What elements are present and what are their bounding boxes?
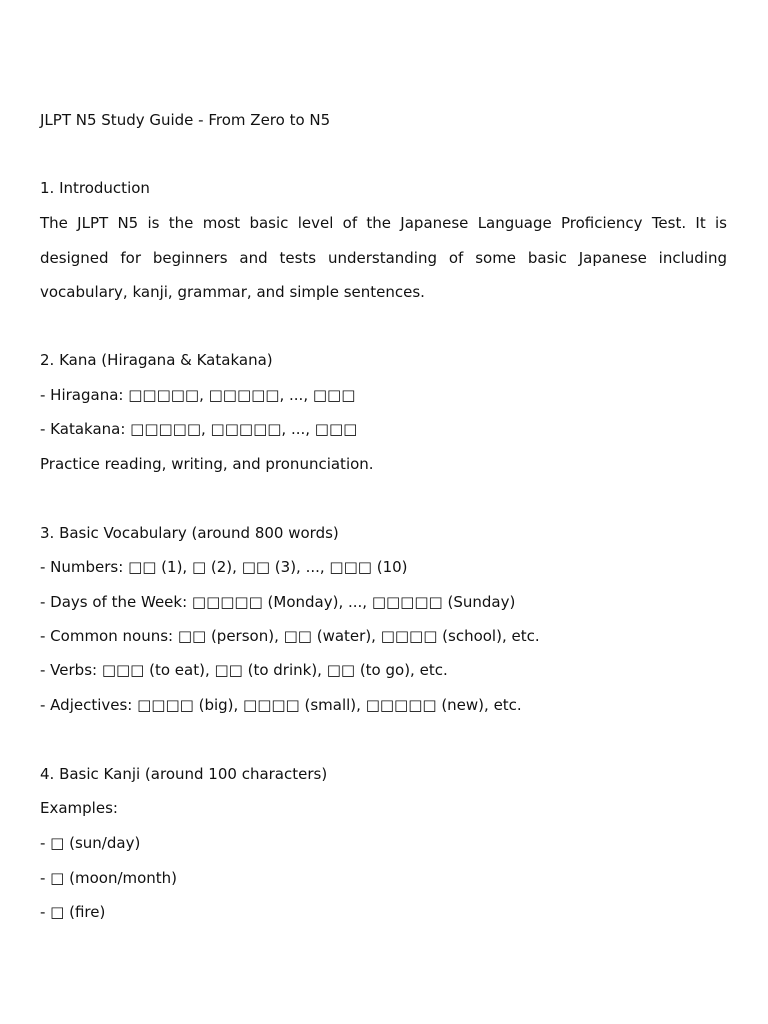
- list-item-kanji-sun: - □ (sun/day): [40, 834, 141, 852]
- document-title: JLPT N5 Study Guide - From Zero to N5: [40, 111, 331, 129]
- section-heading-kanji: 4. Basic Kanji (around 100 characters): [40, 765, 328, 783]
- list-item-numbers: - Numbers: □□ (1), □ (2), □□ (3), ..., □□□ (10): [40, 558, 408, 576]
- list-item-days-of-week: - Days of the Week: □□□□□ (Monday), ..., □□□□□ (Sunday): [40, 593, 516, 611]
- list-item-kanji-moon: - □ (moon/month): [40, 869, 178, 887]
- section-heading-vocabulary: 3. Basic Vocabulary (around 800 words): [40, 524, 339, 542]
- section-heading-kana: 2. Kana (Hiragana & Katakana): [40, 351, 273, 369]
- kanji-examples-label: Examples:: [40, 799, 118, 817]
- list-item-adjectives: - Adjectives: □□□□ (big), □□□□ (small), □□□□□ (new), etc.: [40, 696, 522, 714]
- section-heading-introduction: 1. Introduction: [40, 179, 150, 197]
- list-item-kanji-fire: - □ (fire): [40, 903, 106, 921]
- kana-practice-note: Practice reading, writing, and pronunciation.: [40, 455, 374, 473]
- list-item-verbs: - Verbs: □□□ (to eat), □□ (to drink), □□ (to go), etc.: [40, 661, 448, 679]
- list-item-katakana: - Katakana: □□□□□, □□□□□, ..., □□□: [40, 420, 358, 438]
- list-item-common-nouns: - Common nouns: □□ (person), □□ (water), □□□□ (school), etc.: [40, 627, 540, 645]
- introduction-paragraph: The JLPT N5 is the most basic level of the Japanese Language Proficiency Test. It is designed for beginners and tests understanding of some basic Japanese including vocabulary, kanji, grammar, and simple sentences.: [40, 214, 727, 301]
- list-item-hiragana: - Hiragana: □□□□□, □□□□□, ..., □□□: [40, 386, 356, 404]
